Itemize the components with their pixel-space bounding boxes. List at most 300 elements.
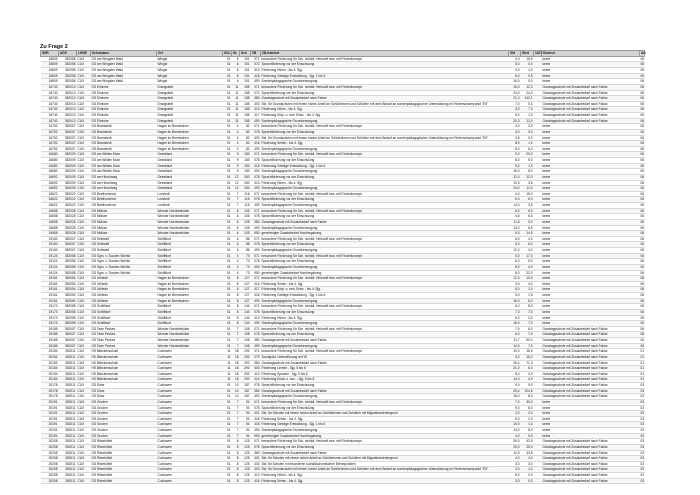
- table-cell: 25,0: [509, 444, 521, 450]
- table-cell: 4,0: [509, 456, 521, 462]
- table-cell: 2,0: [521, 371, 534, 377]
- table-cell: 12,0: [509, 276, 521, 282]
- table-cell: 185: [240, 107, 251, 113]
- table-cell: 185: [240, 96, 251, 102]
- table-cell: Ganztagsschule mit Zusatzbedarf nach Faktor: [542, 118, 640, 124]
- table-cell: 9,0: [509, 383, 521, 389]
- table-cell: keine: [542, 315, 640, 321]
- table-cell: 01: [223, 135, 232, 141]
- table-cell: 403: [251, 101, 261, 107]
- table-cell: 01: [223, 298, 232, 304]
- table-cell: 20208: [41, 478, 59, 484]
- table-cell: 260: [240, 180, 251, 186]
- table-cell: 06: [640, 79, 645, 84]
- table-cell: 21,0: [509, 96, 521, 102]
- table-cell: 14,0: [509, 428, 521, 434]
- table-cell: 01: [223, 186, 232, 192]
- table-cell: keine: [542, 56, 640, 62]
- table-cell: 06: [640, 219, 645, 224]
- table-cell: 01: [223, 242, 232, 248]
- table-cell: GS am Wingster Wald: [91, 56, 157, 62]
- table-cell: 183: [240, 158, 251, 164]
- table-cell: 3,0: [521, 461, 534, 467]
- table-cell: 06: [640, 276, 645, 281]
- table-cell: keine: [542, 304, 640, 310]
- table-cell: 352009: [59, 163, 77, 169]
- table-cell: 16740: [41, 113, 59, 119]
- table-cell: Förderung Hören - bis 4. Sjg.: [261, 68, 509, 74]
- table-cell: 06: [640, 315, 645, 320]
- table-cell: CUX: [77, 467, 91, 473]
- table-cell: Ganztagsschule mit Zusatzbedarf nach Faktor: [542, 478, 640, 484]
- table-cell: keine: [542, 298, 640, 304]
- table-cell: 1,0: [521, 422, 534, 428]
- table-cell: CUX: [77, 338, 91, 344]
- table-cell: GS Sgm. v. Sooden Wohlst: [91, 253, 157, 259]
- column-header: 1427: [535, 51, 543, 56]
- table-cell: GS Midlum: [91, 231, 157, 237]
- table-cell: 352011: [59, 467, 77, 473]
- table-cell: 10,0: [509, 349, 521, 355]
- table-cell: 13,0: [509, 225, 521, 231]
- table-cell: keine: [542, 405, 640, 411]
- table-cell: 19161: [41, 287, 59, 293]
- table-cell: 4: [232, 253, 240, 259]
- table-cell: 01: [640, 360, 645, 365]
- table-cell: 03: [640, 444, 645, 449]
- table-cell: 127: [240, 287, 251, 293]
- table-cell: GS am Hirschweg: [91, 180, 157, 186]
- table-cell: 990: [251, 270, 261, 276]
- table-cell: Geestland: [157, 174, 223, 180]
- table-cell: besondere Förderung für Sch. nichtdt. Herkunft bzw. mit Förderkonzept: [261, 349, 509, 355]
- table-cell: Ganztagsschule mit Zusatzbedarf nach Faktor: [542, 456, 640, 462]
- table-cell: [534, 478, 542, 484]
- table-cell: GS am Wingster Wald: [91, 62, 157, 68]
- table-cell: Sprachförderung vor der Einschulung: [261, 62, 509, 68]
- table-cell: 7: [232, 326, 240, 332]
- table-cell: 30,0: [521, 399, 534, 405]
- table-cell: 01: [223, 129, 232, 135]
- table-cell: keine: [542, 68, 640, 74]
- table-cell: 7,0: [521, 332, 534, 338]
- table-cell: 490: [251, 428, 261, 434]
- table-cell: GS Döse: [91, 383, 157, 389]
- table-cell: 352054: [59, 293, 77, 299]
- table-cell: 352009: [59, 174, 77, 180]
- table-cell: 16740: [41, 107, 59, 113]
- table-cell: 86: [240, 248, 251, 254]
- table-cell: 352058: [59, 253, 77, 259]
- table-cell: 105: [240, 214, 251, 220]
- table-cell: 9: [232, 158, 240, 164]
- table-cell: 071: [251, 326, 261, 332]
- table-cell: 16622: [41, 197, 59, 203]
- table-cell: 7: [232, 422, 240, 428]
- table-cell: CUX: [77, 163, 91, 169]
- table-cell: 0,0: [521, 433, 534, 439]
- table-cell: CUX: [77, 135, 91, 141]
- table-cell: GS Döse: [91, 394, 157, 400]
- table-cell: 125: [240, 439, 251, 445]
- table-cell: 16680: [41, 163, 59, 169]
- column-header: ZB-Klartext: [261, 51, 509, 57]
- table-cell: 292: [240, 354, 251, 360]
- table-cell: 352058: [59, 264, 77, 270]
- table-cell: 1,2: [521, 141, 534, 147]
- table-cell: Ganztagsschule mit Zusatzbedarf nach Faktor: [542, 84, 640, 90]
- table-cell: 01: [223, 101, 232, 107]
- table-cell: 03: [640, 433, 645, 438]
- table-cell: Ganztagsschule mit Zusatzbedarf nach Faktor: [261, 96, 509, 102]
- table-cell: GS Beethovenstr.: [91, 197, 157, 203]
- table-cell: CUX: [77, 304, 91, 310]
- table-cell: 8: [232, 321, 240, 327]
- table-cell: 4,0: [509, 433, 521, 439]
- table-cell: 19124: [41, 259, 59, 265]
- table-cell: Cuxhaven: [157, 428, 223, 434]
- table-cell: 12,5: [509, 450, 521, 456]
- table-cell: 352007: [59, 326, 77, 332]
- table-cell: Ganztagsschule mit Zusatzbedarf nach Faktor: [542, 354, 640, 360]
- table-cell: 6,0: [509, 259, 521, 265]
- table-cell: 352009: [59, 186, 77, 192]
- table-cell: Ganztagsschule mit Zusatzbedarf nach Faktor: [542, 349, 640, 355]
- table-cell: GS Döse: [91, 388, 157, 394]
- table-cell: 06: [640, 264, 645, 269]
- table-cell: Förderung Lernen - Sjg. 5 bis 8: [261, 366, 509, 372]
- table-cell: 94: [240, 399, 251, 405]
- table-cell: 01: [223, 394, 232, 400]
- table-cell: Sprachförderung vor der Einschulung: [261, 259, 509, 265]
- table-cell: 20191: [41, 422, 59, 428]
- table-cell: besondere Förderung für Sch. nichtdt. Herkunft bzw. mit Förderkonzept: [261, 439, 509, 445]
- table-cell: Cuxhaven: [157, 467, 223, 473]
- table-cell: 03: [640, 473, 645, 478]
- table-cell: 3,5: [521, 180, 534, 186]
- table-cell: 06: [640, 214, 645, 219]
- table-cell: Ganztagsschule mit Zusatzbedarf nach Faktor: [542, 394, 640, 400]
- table-cell: 417: [251, 287, 261, 293]
- table-cell: Wurster Nordseeküste: [157, 225, 223, 231]
- table-cell: 11: [232, 101, 240, 107]
- table-cell: keine: [542, 203, 640, 209]
- table-cell: 01: [223, 141, 232, 147]
- table-cell: 3,0: [521, 129, 534, 135]
- table-cell: besondere Förderung für Sch. nichtdt. Herkunft bzw. mit Förderkonzept: [261, 399, 509, 405]
- table-cell: 352058: [59, 321, 77, 327]
- table-cell: 6,0: [509, 473, 521, 479]
- table-cell: 6,5: [521, 225, 534, 231]
- table-cell: 50,4: [521, 338, 534, 344]
- table-cell: keine: [542, 186, 640, 192]
- table-cell: keine: [542, 411, 640, 417]
- table-cell: 352007: [59, 332, 77, 338]
- table-cell: Std. für Grundschulen mit einem hohen Anteil an Schülerinnen und Schülern mit dem Bedarf an sonderpädagogischer Unterstützung im Förderschwerpunkt "ES": [261, 135, 509, 141]
- table-cell: Ganztagsschule mit Zusatzbedarf nach Faktor: [542, 371, 640, 377]
- table-cell: CUX: [77, 456, 91, 462]
- table-cell: CUX: [77, 405, 91, 411]
- table-cell: keine: [542, 422, 640, 428]
- table-cell: 416: [251, 141, 261, 147]
- table-cell: 42,5: [521, 439, 534, 445]
- table-cell: 11,6: [509, 219, 521, 225]
- table-cell: 9: [232, 163, 240, 169]
- table-cell: besondere Förderung für Sch. nichtdt. Herkunft bzw. mit Förderkonzept: [261, 326, 509, 332]
- table-cell: 352011: [59, 394, 77, 400]
- table-cell: 8: [232, 304, 240, 310]
- table-cell: GS Midlum: [91, 214, 157, 220]
- table-cell: 01: [640, 377, 645, 382]
- table-cell: keine: [542, 73, 640, 79]
- table-cell: Ganztagsschule mit Zusatzbedarf nach Faktor: [542, 366, 640, 372]
- table-cell: 071: [251, 152, 261, 158]
- table-cell: 01: [223, 79, 232, 85]
- table-cell: 352011: [59, 428, 77, 434]
- table-cell: 144: [240, 315, 251, 321]
- table-cell: 125: [240, 444, 251, 450]
- table-cell: 03: [640, 405, 645, 410]
- table-cell: 4,0: [509, 191, 521, 197]
- table-cell: 072: [251, 90, 261, 96]
- table-cell: CUX: [77, 248, 91, 254]
- table-cell: Schiffdorf: [157, 304, 223, 310]
- table-cell: 0,3: [521, 478, 534, 484]
- table-cell: 403: [251, 366, 261, 372]
- table-cell: 187: [240, 394, 251, 400]
- table-cell: 352028: [59, 214, 77, 220]
- table-cell: 12,3: [521, 84, 534, 90]
- table-cell: GS Elmlohe: [91, 96, 157, 102]
- table-cell: 490: [251, 394, 261, 400]
- table-cell: 20208: [41, 456, 59, 462]
- table-cell: 17,0: [521, 253, 534, 259]
- table-cell: Ganztagsschule mit Zusatzbedarf nach Faktor: [261, 388, 509, 394]
- table-cell: Sonderpädagogische Grundversorgung: [261, 169, 509, 175]
- table-cell: CUX: [77, 433, 91, 439]
- table-cell: 06: [640, 163, 645, 168]
- table-cell: 078: [251, 174, 261, 180]
- column-header: ZB: [251, 51, 261, 57]
- table-cell: 1,0: [521, 287, 534, 293]
- table-cell: 3,0: [509, 129, 521, 135]
- table-cell: 352013: [59, 113, 77, 119]
- data-table: [40, 50, 645, 484]
- table-cell: GS Ritzebüttel: [91, 478, 157, 484]
- table-cell: 9,0: [521, 383, 534, 389]
- table-cell: Ganztagsschule mit Zusatzbedarf nach Faktor: [542, 326, 640, 332]
- table-cell: 5,0: [509, 163, 521, 169]
- table-cell: Cuxhaven: [157, 478, 223, 484]
- table-cell: 6: [232, 219, 240, 225]
- table-cell: 108: [240, 343, 251, 349]
- table-cell: Förderung Geistige Entwicklung - Sjg. 1 bis 6: [261, 422, 509, 428]
- table-cell: 5,0: [509, 287, 521, 293]
- table-cell: 01: [223, 456, 232, 462]
- table-cell: 01: [640, 366, 645, 371]
- table-cell: 413: [251, 315, 261, 321]
- table-cell: 9,0: [509, 405, 521, 411]
- table-cell: Ganztagsschule mit Zusatzbedarf nach Faktor: [542, 343, 640, 349]
- table-cell: Sprachförderung vor der Einschulung: [261, 444, 509, 450]
- table-cell: Schiffdorf: [157, 315, 223, 321]
- table-cell: 6,0: [509, 236, 521, 242]
- table-cell: 1,5: [521, 163, 534, 169]
- table-cell: 18: [232, 349, 240, 355]
- table-cell: keine: [542, 219, 640, 225]
- table-cell: 16752: [41, 141, 59, 147]
- table-cell: 4,6: [509, 214, 521, 220]
- table-cell: CUX: [77, 343, 91, 349]
- table-cell: GS Midlum: [91, 219, 157, 225]
- table-cell: 14,5: [521, 231, 534, 237]
- table-cell: 19185: [41, 332, 59, 338]
- table-cell: 19150: [41, 248, 59, 254]
- table-cell: 82: [240, 135, 251, 141]
- table-cell: 380: [251, 360, 261, 366]
- table-cell: 4: [232, 129, 240, 135]
- table-cell: Sprachförderung vor der Einschulung: [261, 242, 509, 248]
- table-cell: 01: [223, 180, 232, 186]
- table-cell: keine: [542, 191, 640, 197]
- table-cell: Hagen im Bremischen: [157, 287, 223, 293]
- table-cell: Ganztagsschule mit Zusatzbedarf nach Faktor: [261, 360, 509, 366]
- table-cell: 01: [223, 422, 232, 428]
- table-cell: 6,0: [521, 197, 534, 203]
- table-cell: 16658: [41, 231, 59, 237]
- table-cell: 06: [640, 304, 645, 309]
- table-cell: 352007: [59, 135, 77, 141]
- table-cell: 352011: [59, 405, 77, 411]
- table-cell: 352011: [59, 473, 77, 479]
- table-cell: 4,0: [521, 456, 534, 462]
- table-cell: 12: [232, 174, 240, 180]
- table-cell: 01: [223, 264, 232, 270]
- table-cell: Hagen im Bremischen: [157, 281, 223, 287]
- table-cell: 20178: [41, 383, 59, 389]
- table-cell: 01: [223, 84, 232, 90]
- table-cell: 94: [240, 416, 251, 422]
- table-cell: 01: [223, 73, 232, 79]
- table-cell: GS Ritzebüttel: [91, 444, 157, 450]
- table-cell: keine: [542, 293, 640, 299]
- table-cell: 352007: [59, 146, 77, 152]
- table-cell: 072: [251, 62, 261, 68]
- table-cell: 20191: [41, 405, 59, 411]
- table-cell: GS Elmlohe: [91, 90, 157, 96]
- table-cell: 352009: [59, 169, 77, 175]
- table-cell: Förderung Hören - bis 4. Sjg.: [261, 315, 509, 321]
- table-cell: 94: [240, 405, 251, 411]
- table-cell: 352007: [59, 343, 77, 349]
- table-cell: 125: [240, 456, 251, 462]
- table-cell: 125: [240, 450, 251, 456]
- table-cell: 417: [251, 113, 261, 119]
- table-cell: 01: [223, 287, 232, 293]
- table-cell: 20191: [41, 399, 59, 405]
- table-cell: Ganztagsschule mit Zusatzbedarf nach Faktor: [542, 467, 640, 473]
- table-cell: 6: [232, 236, 240, 242]
- table-cell: Sozialpäd. Unterstützung an HS: [261, 354, 509, 360]
- table-cell: 413: [251, 473, 261, 479]
- table-cell: Ganztagsschule mit Zusatzbedarf nach Faktor: [542, 377, 640, 383]
- table-cell: 071: [251, 236, 261, 242]
- table-cell: 7: [232, 428, 240, 434]
- table-cell: Wingst: [157, 56, 223, 62]
- table-cell: 116: [240, 191, 251, 197]
- table-cell: 352011: [59, 399, 77, 405]
- table-cell: 7,0: [509, 326, 521, 332]
- table-cell: 06: [640, 332, 645, 337]
- table-cell: 7,0: [521, 309, 534, 315]
- table-cell: Sprachförderung vor der Einschulung: [261, 197, 509, 203]
- table-cell: 16658: [41, 208, 59, 214]
- table-cell: CUX: [77, 225, 91, 231]
- table-cell: GS Schiffdorf: [91, 321, 157, 327]
- table-cell: Ganztagsschule mit Zusatzbedarf nach Faktor: [542, 360, 640, 366]
- table-cell: 18: [232, 371, 240, 377]
- table-cell: 352011: [59, 444, 77, 450]
- table-cell: 352054: [59, 276, 77, 282]
- table-cell: CUX: [77, 281, 91, 287]
- table-cell: Cuxhaven: [157, 349, 223, 355]
- table-cell: 7: [232, 203, 240, 209]
- table-cell: 078: [251, 332, 261, 338]
- table-cell: 20154: [41, 371, 59, 377]
- table-cell: 06: [640, 68, 645, 73]
- table-cell: 3,0: [509, 354, 521, 360]
- table-cell: 292: [240, 349, 251, 355]
- table-cell: 352058: [59, 304, 77, 310]
- table-cell: 187: [240, 383, 251, 389]
- table-cell: 8: [232, 450, 240, 456]
- table-cell: Sprachförderung vor der Einschulung: [261, 129, 509, 135]
- table-cell: besondere Förderung für Sch. nichtdt. Herkunft bzw. mit Förderkonzept: [261, 152, 509, 158]
- table-cell: keine: [542, 174, 640, 180]
- table-cell: GS Uthlede: [91, 298, 157, 304]
- table-cell: 352054: [59, 287, 77, 293]
- table-cell: Sonderpädagogische Grundversorgung: [261, 264, 509, 270]
- table-cell: CUX: [77, 411, 91, 417]
- table-cell: 3,0: [509, 68, 521, 74]
- table-cell: Sonderpädagogische Grundversorgung: [261, 394, 509, 400]
- table-cell: 16740: [41, 118, 59, 124]
- table-cell: 73: [240, 259, 251, 265]
- table-cell: 19124: [41, 253, 59, 259]
- table-cell: 2,3: [521, 416, 534, 422]
- table-cell: 071: [251, 304, 261, 310]
- table-cell: CUX: [77, 383, 91, 389]
- table-cell: 352011: [59, 366, 77, 372]
- table-cell: 01: [223, 191, 232, 197]
- table-cell: 7,0: [521, 321, 534, 327]
- table-cell: Sonderpädagogische Grundversorgung: [261, 428, 509, 434]
- table-cell: Sonderpädagogische Grundversorgung: [261, 343, 509, 349]
- table-cell: 413: [251, 107, 261, 113]
- table-cell: 01: [223, 478, 232, 484]
- table-cell: 352054: [59, 281, 77, 287]
- table-cell: 4: [232, 141, 240, 147]
- table-cell: CUX: [77, 360, 91, 366]
- table-cell: GS Selbstell: [91, 248, 157, 254]
- table-cell: CUX: [77, 73, 91, 79]
- table-cell: 292: [240, 377, 251, 383]
- table-cell: 06: [640, 146, 645, 151]
- table-cell: 01: [223, 388, 232, 394]
- table-cell: 071: [251, 349, 261, 355]
- table-cell: 86: [240, 242, 251, 248]
- table-cell: Förderung Sprache - Sjg. 5 bis 8: [261, 371, 509, 377]
